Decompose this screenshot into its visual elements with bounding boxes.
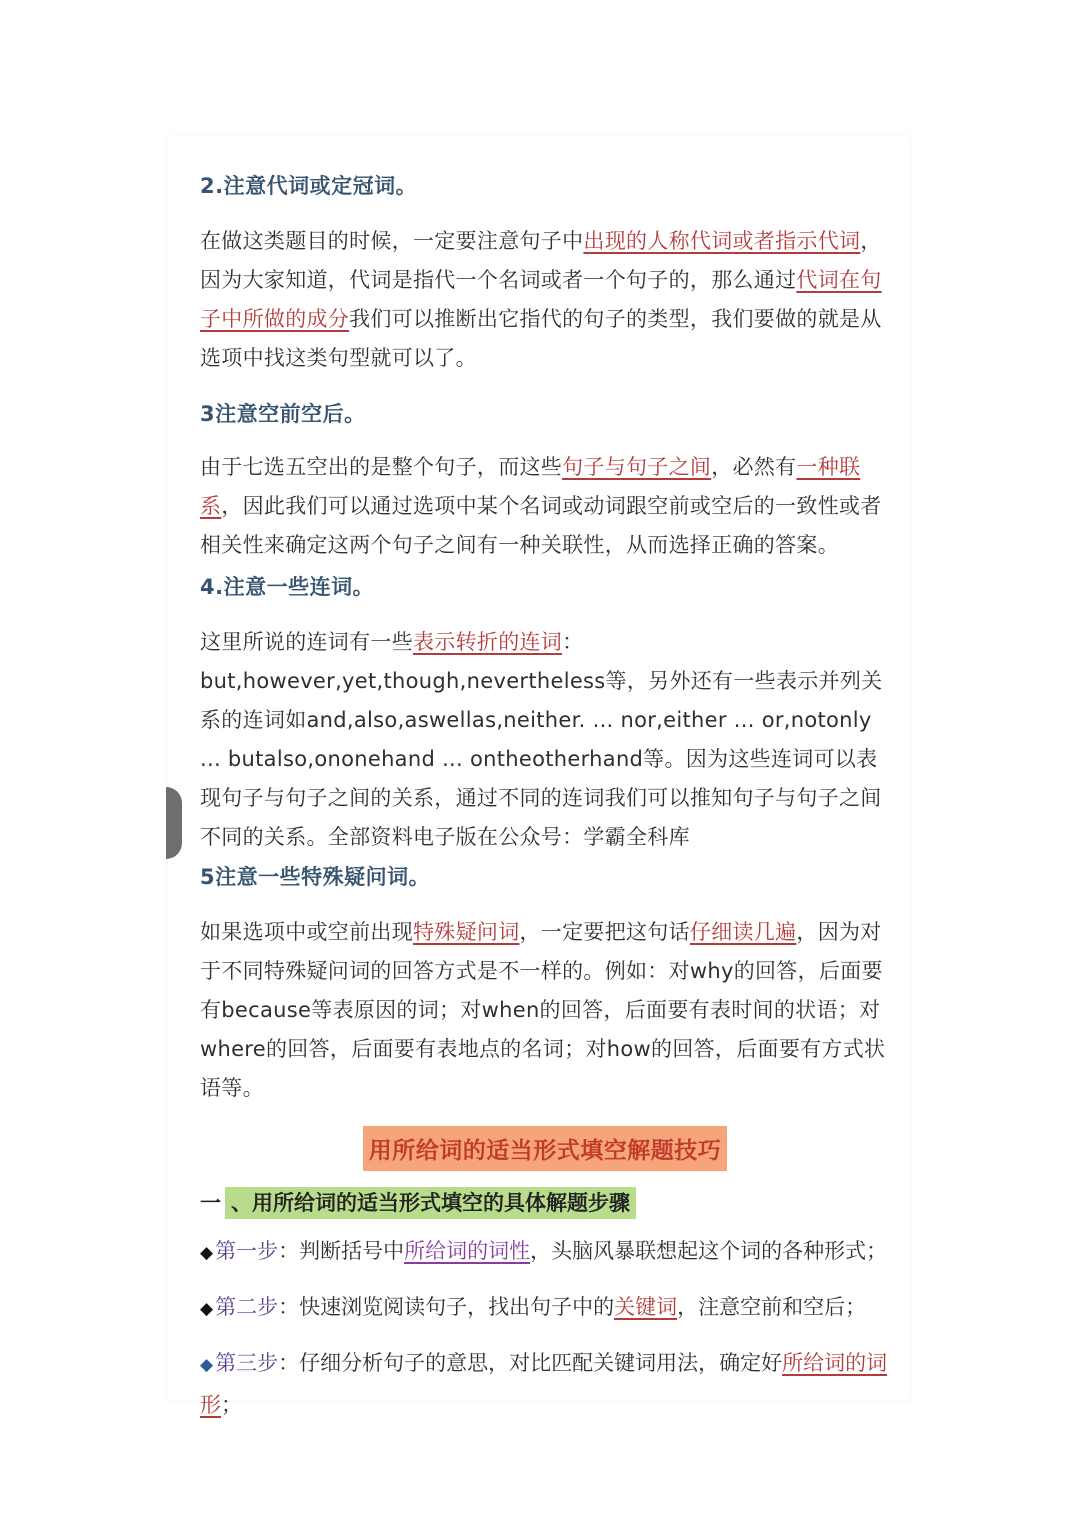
diamond-icon: ◆ <box>200 1243 214 1263</box>
paragraph-before-after <box>200 448 890 565</box>
text: ，注意空前和空后； <box>677 1295 867 1319</box>
text: ，因此我们可以通过选项中某个名词或动词跟空前或空后的一致性或者相关性来确定这两个句子之间有一种关联性，从而选择正确的答案。 <box>200 494 882 557</box>
heading-conjunctions: 4.注意一些连词。 <box>200 575 375 599</box>
sub-title <box>200 1187 636 1217</box>
section-title-wrap <box>200 1126 890 1171</box>
sub-title-dash: 一 <box>200 1191 221 1215</box>
highlight-text: 一种联系 <box>200 455 861 518</box>
step-label: 第三步 <box>215 1351 279 1375</box>
text: ，一定要把这句话 <box>519 920 690 944</box>
text: 我们可以推断出它指代的句子的类型，我们要做的就是从选项中找这类句型就可以了。 <box>200 307 882 370</box>
paragraph-conjunctions <box>200 623 890 857</box>
text: 在做这类题目的时候，一定要注意句子中 <box>200 229 584 253</box>
highlight-text: 所给词的词形 <box>200 1351 888 1417</box>
text: ：快速浏览阅读句子，找出句子中的 <box>278 1295 615 1319</box>
document-content <box>200 170 890 1425</box>
section-title: 用所给词的适当形式填空解题技巧 <box>363 1126 728 1171</box>
highlight-text: 表示转折的连词 <box>413 630 563 654</box>
text: ：仔细分析句子的意思，对比匹配关键词用法，确定好 <box>278 1351 783 1375</box>
text: ，因为大家知道，代词是指代一个名词或者一个句子的，那么通过 <box>200 229 882 292</box>
highlight-text: 仔细读几遍 <box>689 920 797 944</box>
heading-pronoun: 2.注意代词或定冠词。 <box>200 174 418 198</box>
sub-title-text: 、用所给词的适当形式填空的具体解题步骤 <box>225 1187 636 1219</box>
text: ，必然有 <box>711 455 797 479</box>
highlight-text: 特殊疑问词 <box>413 920 520 944</box>
diamond-icon: ◆ <box>200 1299 214 1319</box>
highlight-text: 出现的人称代词或者指示代词 <box>583 229 861 253</box>
paragraph-wh-words <box>200 913 890 1108</box>
step-3 <box>200 1343 890 1425</box>
text: 由于七选五空出的是整个句子，而这些 <box>200 455 563 479</box>
heading-wh-words: 5注意一些特殊疑问词。 <box>200 865 431 889</box>
text: ：判断括号中 <box>278 1239 405 1263</box>
text: ：but,however,yet,though,nevertheless等，另外还有一些表示并列关系的连词如and,also,aswellas,neither. ... nor,either ... or,notonly ... butalso,ononehand ... ontheotherhand等。因为这些连词可以表现句子与句子之间的关系，通过不同的连词我们可以推知句子与句子之间不同的关系。全部资料电子版在公众号：学霸全科库 <box>200 630 883 849</box>
highlight-text: 所给词的词性 <box>404 1239 531 1263</box>
step-1 <box>200 1231 890 1273</box>
text: 这里所说的连词有一些 <box>200 630 413 654</box>
sub-title-row <box>200 1187 890 1217</box>
heading-before-after: 3注意空前空后。 <box>200 402 366 426</box>
page-edge-tab[interactable] <box>166 787 182 859</box>
diamond-icon: ◆ <box>200 1355 214 1375</box>
paragraph-pronoun <box>200 222 890 378</box>
text: 如果选项中或空前出现 <box>200 920 413 944</box>
text: ，因为对于不同特殊疑问词的回答方式是不一样的。例如：对why的回答，后面要有because等表原因的词；对when的回答，后面要有表时间的状语；对where的回答，后面要有表地点的名词；对how的回答，后面要有方式状语等。 <box>200 920 886 1100</box>
highlight-text: 关键词 <box>614 1295 678 1319</box>
step-label: 第一步 <box>215 1239 279 1263</box>
text: ； <box>221 1393 242 1417</box>
step-label: 第二步 <box>215 1295 279 1319</box>
highlight-text: 句子与句子之间 <box>562 455 712 479</box>
text: ，头脑风暴联想起这个词的各种形式； <box>530 1239 888 1263</box>
highlight-text: 代词在句子中所做的成分 <box>200 268 882 331</box>
step-2 <box>200 1287 890 1329</box>
